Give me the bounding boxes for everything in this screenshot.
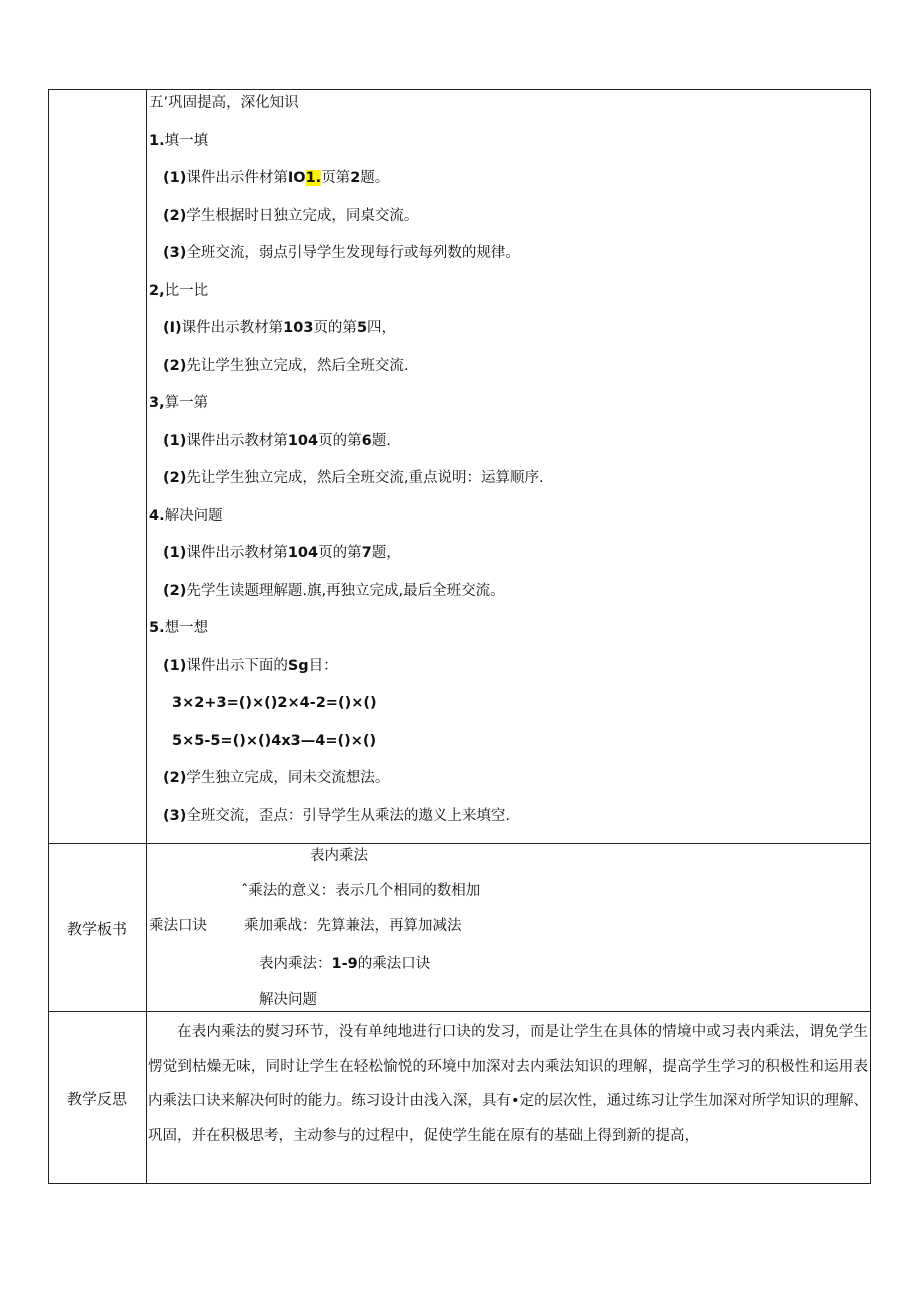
item-4-step-1: (1)课件出示教材第104页的第7题， bbox=[163, 545, 401, 561]
item-5-step-2: (2)学生独立完成，同未交流想法。 bbox=[163, 770, 390, 786]
board-label: 教学板书 bbox=[66, 920, 127, 938]
item-1-step-3: (3)全班交流，弱点引导学生发现每行或每列数的规律。 bbox=[163, 245, 520, 261]
board-line-1: ˆ乘法的意义：表示几个相同的数相加 bbox=[241, 883, 481, 899]
item-5-step-3: (3)全班交流，歪点：引导学生从乘法的遨义上来填空. bbox=[163, 808, 510, 824]
row-divider-1 bbox=[48, 843, 871, 844]
section-heading: 五’巩固提高，深化知识 bbox=[149, 95, 299, 111]
item-1-title: 1.填一填 bbox=[149, 133, 209, 149]
item-5-step-1: (1)课件出示下面的Sg目： bbox=[163, 658, 338, 674]
item-3-step-1: (1)课件出示教材第104页的第6题. bbox=[163, 433, 391, 449]
equation-2: 5×5-5=()×()4x3—4=()×() bbox=[172, 733, 377, 749]
board-title: 表内乘法 bbox=[310, 848, 368, 864]
item-1-step-1: (1)课件出示件材第IO1.页第2题。 bbox=[163, 170, 390, 186]
item-5-title: 5.想一想 bbox=[149, 620, 209, 636]
board-line-3: 表内乘法：1-9的乘法口诀 bbox=[259, 956, 431, 972]
item-3-step-2: (2)先让学生独立完成，然后全班交流,重点说明：运算顺序. bbox=[163, 470, 544, 486]
equation-1: 3×2+3=()×()2×4-2=()×() bbox=[172, 695, 377, 711]
item-2-title: 2,比一比 bbox=[149, 283, 209, 299]
highlight-mark: 1. bbox=[305, 170, 322, 186]
row-divider-2 bbox=[48, 1011, 871, 1012]
reflection-label: 教学反思 bbox=[66, 1090, 127, 1108]
board-line-2: 乘加乘战：先算兼法，再算加减法 bbox=[244, 918, 462, 934]
item-1-step-2: (2)学生根据时日独立完成，同桌交流。 bbox=[163, 208, 419, 224]
reflection-text: 在表内乘法的熨习环节，没有单纯地进行口诀的发习，而是让学生在具体的情境中或习表内乘法，谓免学生愣觉到枯燥无味，同时让学生在轻松愉悦的环境中加深对去内乘法知识的理解，提高学生学习的积极性和运用表内乘法口诀来解决何时的能力。练习设计由浅入深，具有•定的层次性，通过练习让学生加深对所学知识的理解、巩固，并在积极思考，主动参与的过程中，促使学生能在原有的基础上得到新的提高， bbox=[148, 1024, 868, 1144]
item-2-step-2: (2)先让学生独立完成，然后全班交流. bbox=[163, 358, 409, 374]
board-line-4: 解决问题 bbox=[259, 992, 317, 1008]
board-left-label: 乘法口诀 bbox=[149, 918, 207, 934]
item-4-step-2: (2)先学生读题理解题.旗,再独立完成,最后全班交流。 bbox=[163, 583, 505, 599]
item-3-title: 3,算一第 bbox=[149, 395, 209, 411]
item-2-step-1: (I)课件出示教材第103页的第5四， bbox=[163, 320, 397, 336]
item-4-title: 4.解决问题 bbox=[149, 508, 223, 524]
